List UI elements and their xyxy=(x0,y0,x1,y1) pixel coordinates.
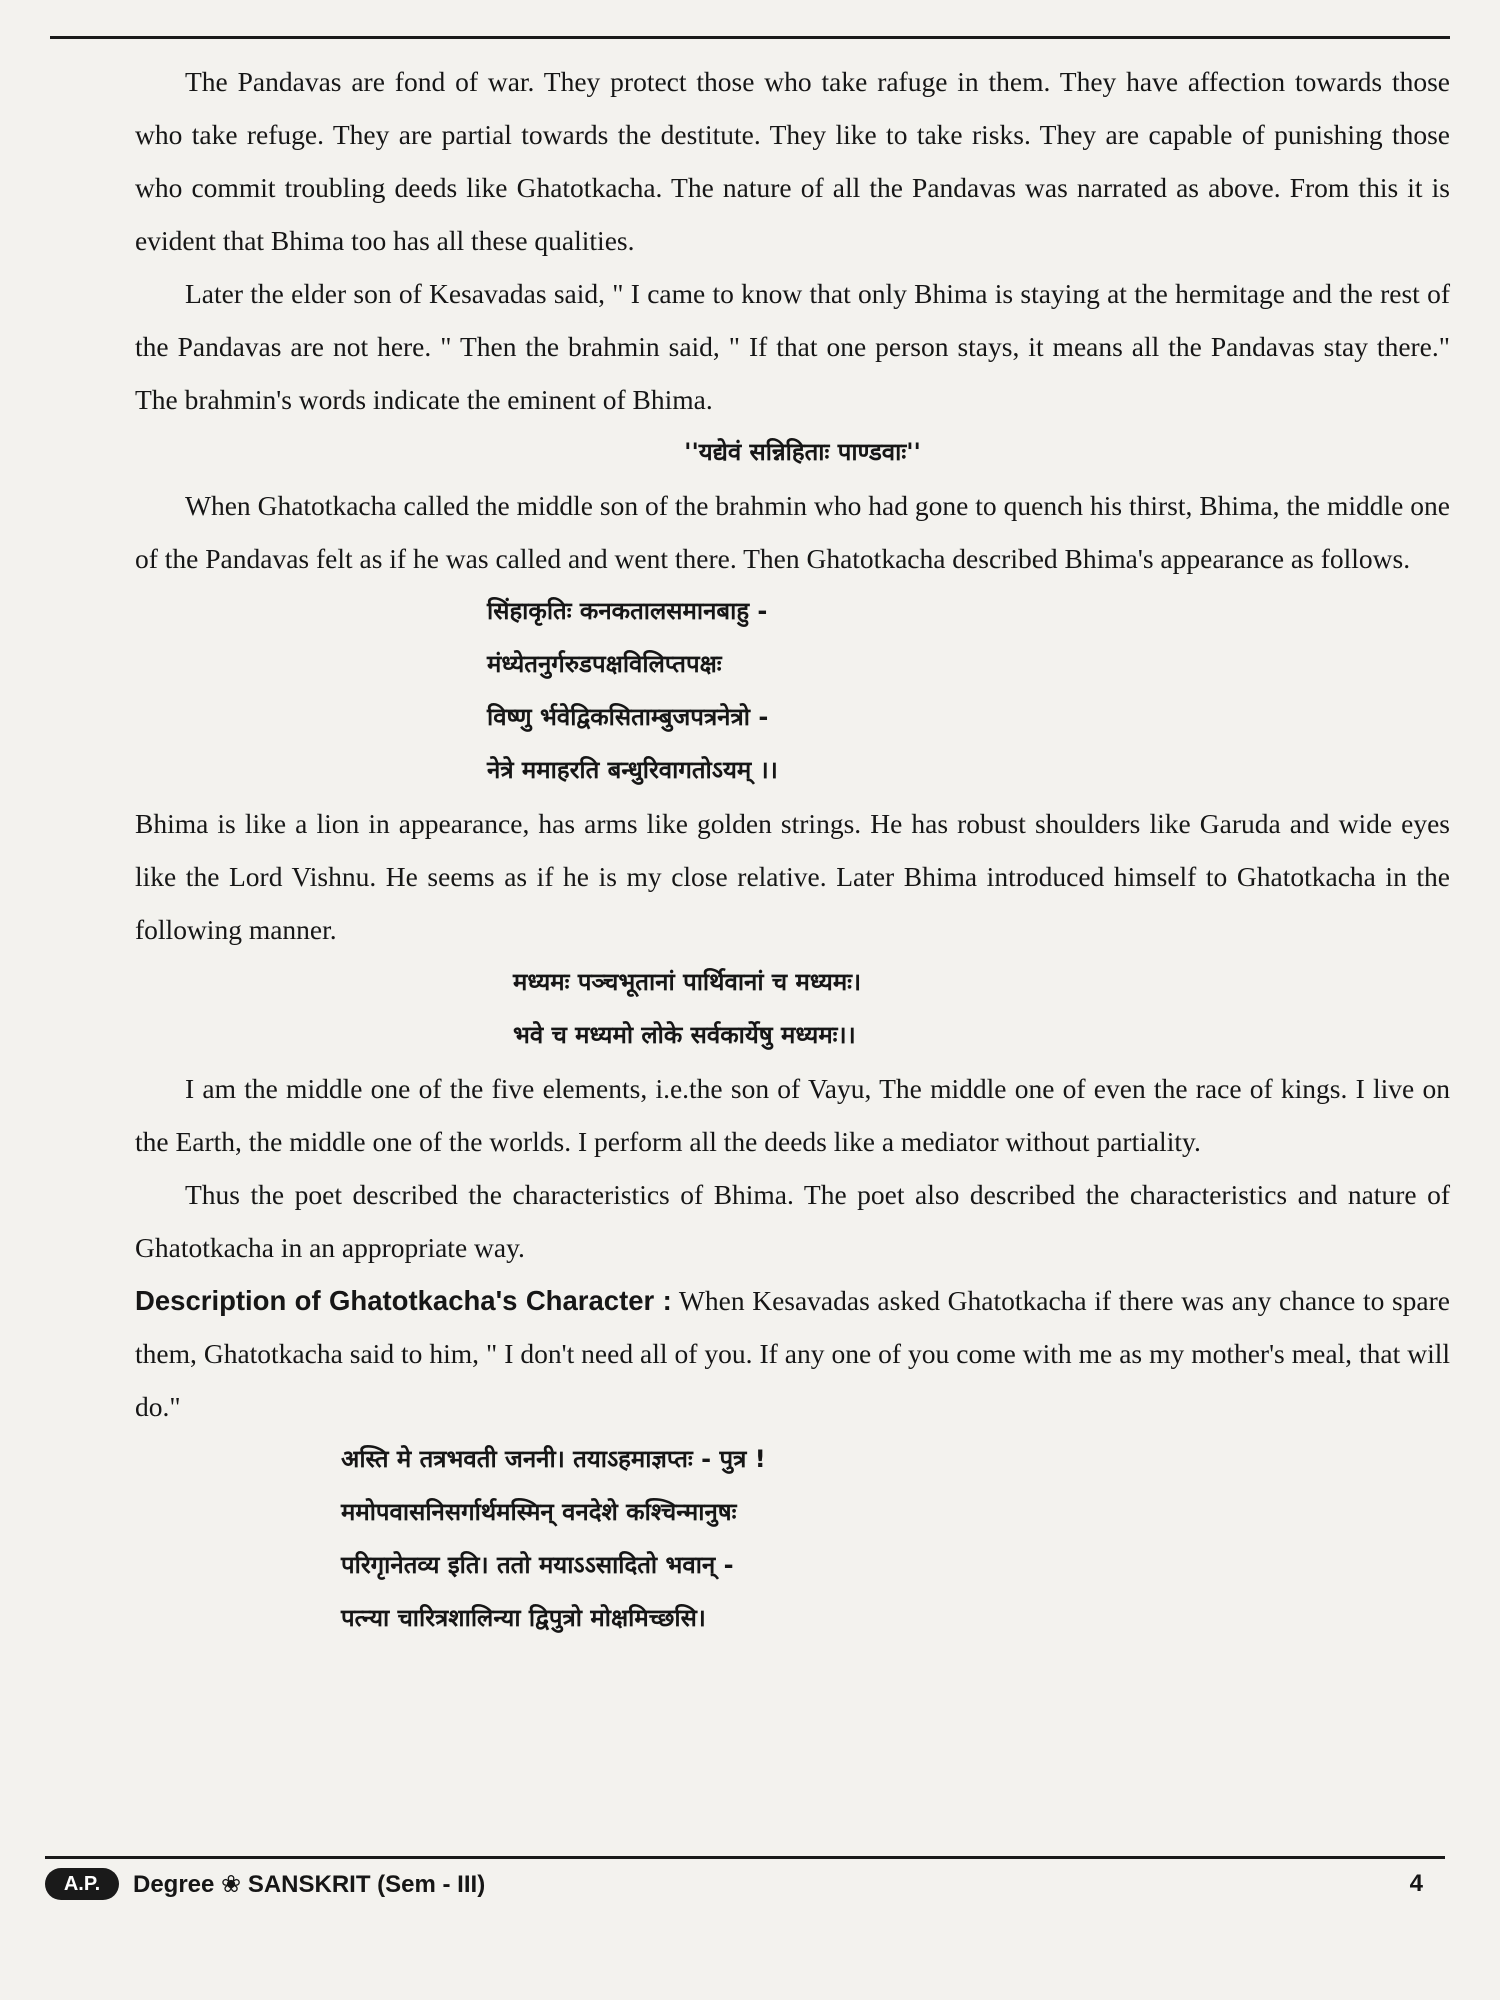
main-content xyxy=(135,55,1450,1645)
verse-line: अस्ति मे तत्रभवती जननी। तयाऽहमाज्ञप्तः - पुत्र ! xyxy=(341,1445,766,1473)
verse-line: पत्न्या चारित्रशालिन्या द्विपुत्रो मोक्षमिच्छसि। xyxy=(341,1604,706,1632)
footer-title xyxy=(133,1870,485,1899)
top-rule xyxy=(50,36,1450,39)
paragraph-bhima-description: Bhima is like a lion in appearance, has arms like golden strings. He has robust shoulders like Garuda and wide eyes like the Lord Vishnu. He seems as if he is my close relative. Later Bhima introduced himself to Ghatotkacha in the following manner. xyxy=(135,808,1450,945)
verse-line: परिगृानेतव्य इति। ततो मयाऽऽसादितो भवान् - xyxy=(341,1551,734,1579)
verse-line: मध्यमः पञ्चभूतानां पार्थिवानां च मध्यमः। xyxy=(513,968,862,996)
section-body: When Kesavadas asked Ghatotkacha if there was any chance to spare them, Ghatotkacha said to him, " I don't need all of you. If any one of you come with me as my mother's meal, that will do." xyxy=(135,1285,1450,1422)
verse-line: सिंहाकृतिः कनकतालसमानबाहु - xyxy=(487,597,768,625)
bottom-rule xyxy=(45,1856,1445,1859)
paragraph-poet-described: Thus the poet described the characteristics of Bhima. The poet also described the characteristics and nature of Ghatotkacha in an appropriate way. xyxy=(135,1179,1450,1263)
sanskrit-quote: ''यद्येवं सन्निहिताः पाण्डवाः'' xyxy=(684,438,921,466)
paragraph-pandavas-nature: The Pandavas are fond of war. They protect those who take rafuge in them. They have affection towards those who take refuge. They are partial towards the destitute. They like to take risks. They are capable of punishing those who commit troubling deeds like Ghatotkacha. The nature of all the Pandavas was narrated as above. From this it is evident that Bhima too has all these qualities. xyxy=(135,66,1450,256)
verse-line: मंध्येतनुर्गरुडपक्षविलिप्तपक्षः xyxy=(487,650,722,678)
paragraph-ghatotkacha-character xyxy=(135,1274,1450,1433)
page-number: 4 xyxy=(1409,1870,1423,1897)
ap-badge: A.P. xyxy=(45,1868,119,1900)
verse-line: ममोपवासनिसर्गार्थमस्मिन् वनदेशे कश्चिन्मानुषः xyxy=(341,1498,737,1526)
sanskrit-verse-bhima-appearance xyxy=(135,585,1450,797)
sanskrit-verse-madhyama xyxy=(135,956,1450,1062)
verse-line: नेत्रे ममाहरति बन्धुरिवागतोऽयम् ।। xyxy=(487,756,778,784)
verse-line: भवे च मध्यमो लोके सर्वकार्येषु मध्यमः।। xyxy=(513,1021,856,1049)
footer-degree: Degree xyxy=(133,1871,215,1898)
footer-subject: SANSKRIT (Sem - III) xyxy=(247,1871,486,1898)
flower-icon: ❀ xyxy=(221,1870,242,1898)
sanskrit-verse-mother-meal xyxy=(135,1433,1450,1645)
paragraph-ghatotkacha-calls: When Ghatotkacha called the middle son of the brahmin who had gone to quench his thirst, Bhima, the middle one of the Pandavas felt as if he was called and went there. Then Ghatotkacha described Bhima's appearance as follows. xyxy=(135,490,1450,574)
paragraph-middle-one: I am the middle one of the five elements, i.e.the son of Vayu, The middle one of even the race of kings. I live on the Earth, the middle one of the worlds. I perform all the deeds like a mediator without partiality. xyxy=(135,1073,1450,1157)
page-footer xyxy=(45,1866,1445,1906)
paragraph-kesavadas-son: Later the elder son of Kesavadas said, " I came to know that only Bhima is staying at the hermitage and the rest of the Pandavas are not here. " Then the brahmin said, " If that one person stays, it means all the Pandavas stay there." The brahmin's words indicate the eminent of Bhima. xyxy=(135,278,1450,415)
section-heading: Description of Ghatotkacha's Character : xyxy=(135,1285,672,1316)
verse-line: विष्णु र्भवेद्विकसिताम्बुजपत्रनेत्रो - xyxy=(487,703,769,731)
